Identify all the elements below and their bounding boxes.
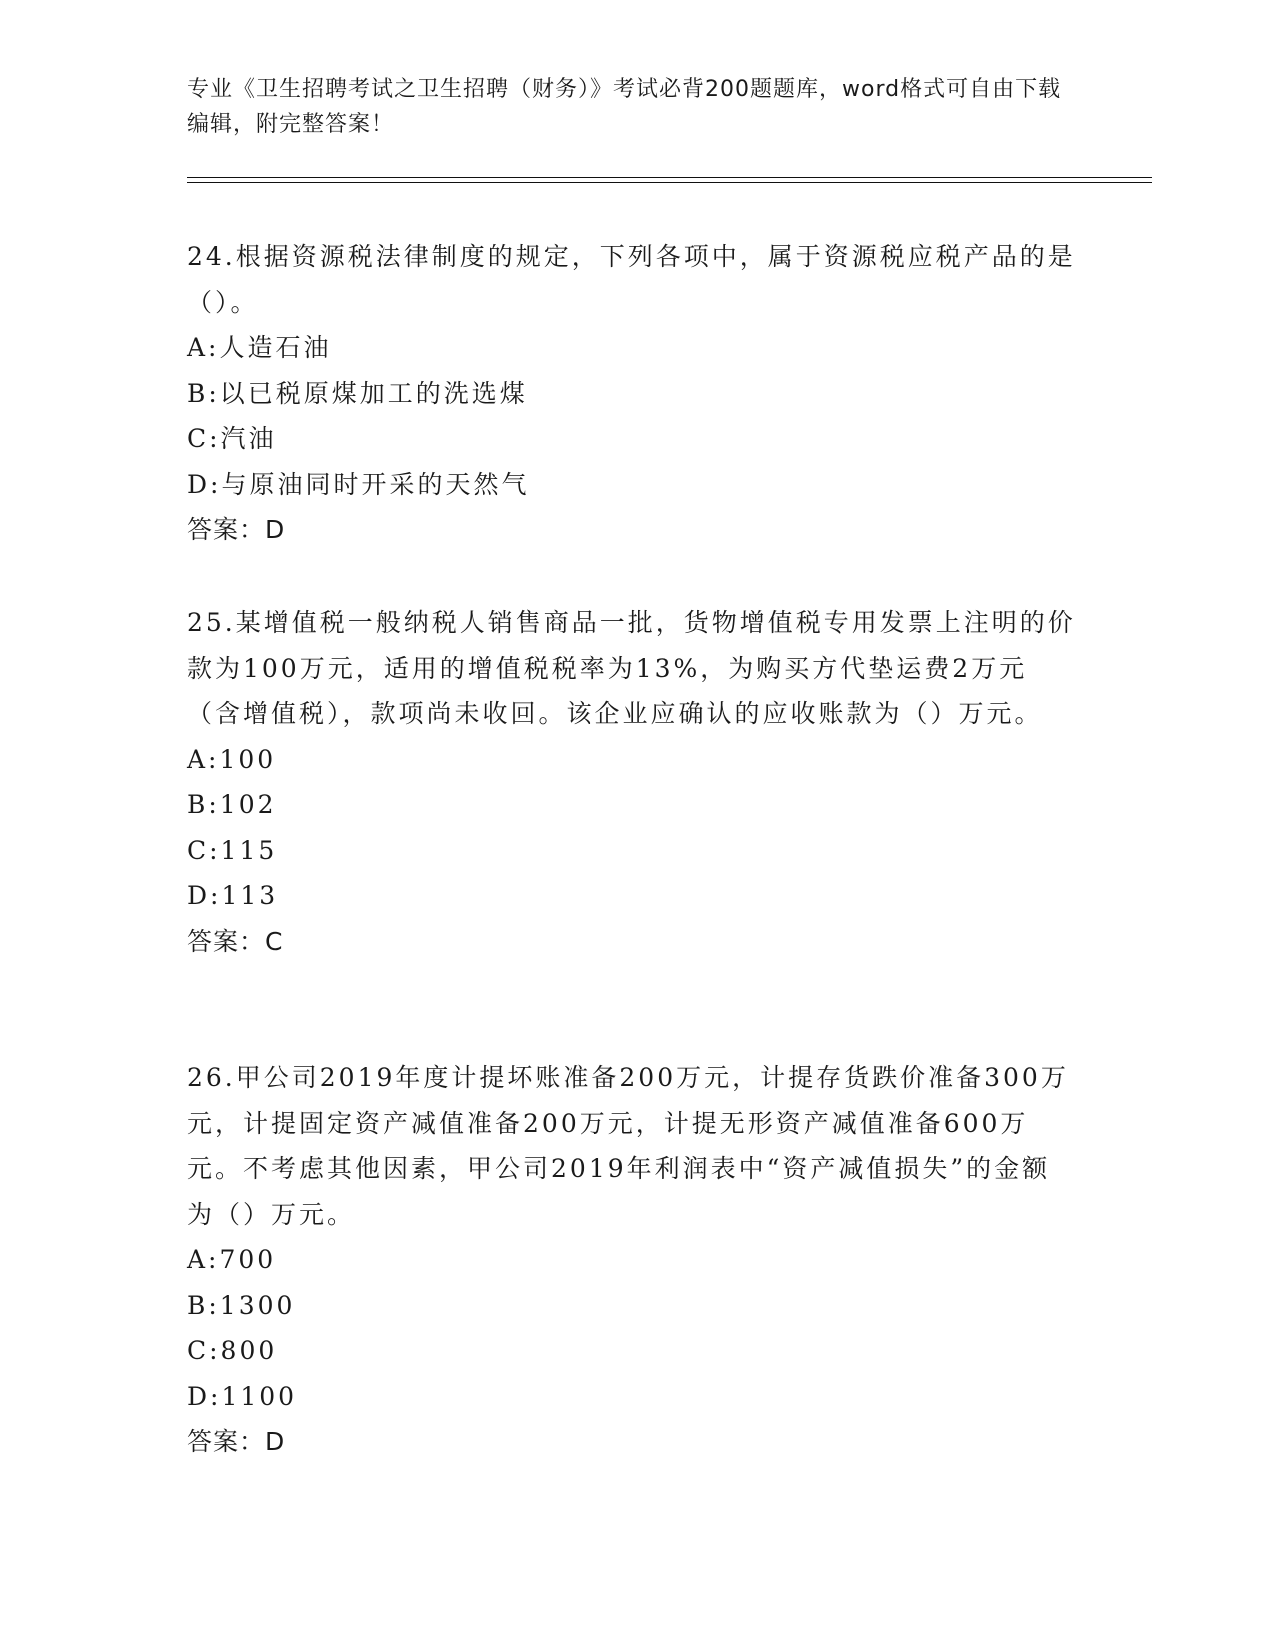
- option-b: B:1300: [187, 1290, 296, 1320]
- option-a: A:100: [187, 744, 277, 774]
- answer: 答案：D: [187, 515, 286, 544]
- answer: 答案：D: [187, 1427, 286, 1456]
- option-a: A:人造石油: [187, 333, 332, 362]
- option-c: C:115: [187, 835, 278, 865]
- header-text: 专业《卫生招聘考试之卫生招聘（财务）》考试必背200题题库，word格式可自由下载编辑，附完整答案！: [187, 77, 1062, 137]
- answer: 答案：C: [187, 926, 284, 956]
- option-c: C:800: [187, 1336, 278, 1365]
- option-b: B:以已税原煤加工的洗选煤: [187, 378, 528, 408]
- option-c: C:汽油: [187, 424, 277, 453]
- question-text: 24.根据资源税法律制度的规定，下列各项中，属于资源税应税产品的是（）。: [187, 242, 1076, 317]
- question-text: 25.某增值税一般纳税人销售商品一批，货物增值税专用发票上注明的价款为100万元，适用的增值税税率为13%，为购买方代垫运费2万元（含增值税），款项尚未收回。该企业应确认的应收账款为（）万元。: [187, 608, 1076, 728]
- document-header: [187, 72, 1067, 142]
- question-25: [187, 600, 1077, 964]
- question-24: [187, 234, 1077, 553]
- option-d: D:1100: [187, 1381, 298, 1411]
- option-d: D:113: [187, 881, 279, 910]
- header-rule-top: [187, 177, 1152, 178]
- question-text: 26.甲公司2019年度计提坏账准备200万元，计提存货跌价准备300万元，计提固定资产减值准备200万元，计提无形资产减值准备600万元。不考虑其他因素，甲公司2019年利润表中“资产减值损失”的金额为（）万元。: [187, 1063, 1069, 1229]
- option-a: A:700: [187, 1245, 277, 1274]
- question-26: [187, 1055, 1077, 1465]
- option-d: D:与原油同时开采的天然气: [187, 469, 530, 499]
- option-b: B:102: [187, 790, 277, 819]
- header-rule-bottom: [187, 182, 1152, 183]
